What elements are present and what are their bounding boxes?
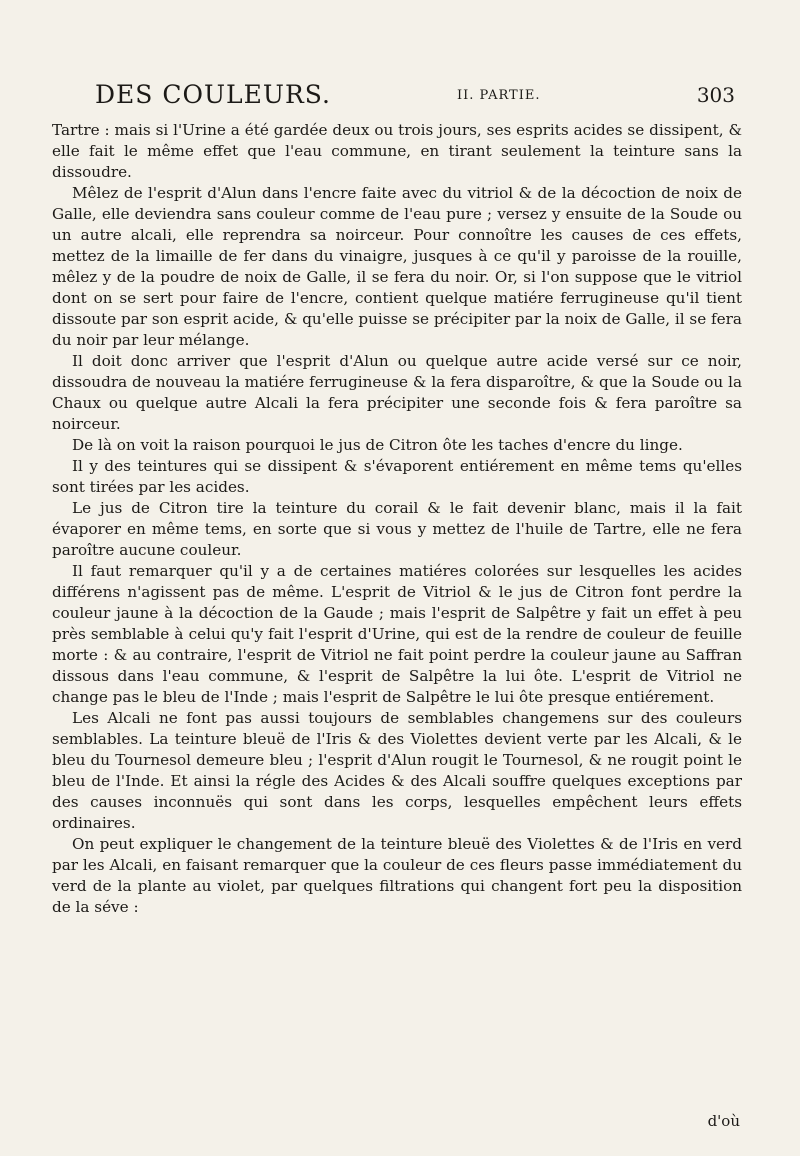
- paragraph: De là on voit la raison pourquoi le jus de Citron ôte les taches d'encre du linge.: [72, 436, 683, 454]
- paragraph: On peut expliquer le changement de la teinture bleuë des Violettes & de l'Iris en verd par les Alcali, en faisant remarquer que la couleur de ces fleurs passe immédiatement du verd de la plante au violet, par quelques filtrations qui changent fort peu la disposition de la séve :: [52, 835, 742, 916]
- paragraph: Le jus de Citron tire la teinture du corail & le fait devenir blanc, mais il la fait évaporer en même tems, en sorte que si vous y mettez de l'huile de Tartre, elle ne fera paroître aucune couleur.: [52, 499, 742, 559]
- paragraph: Il doit donc arriver que l'esprit d'Alun ou quelque autre acide versé sur ce noir, dissoudra de nouveau la matiére ferrugineuse & la fera disparoître, & que la Soude ou la Chaux ou quelque autre Alcali la fera précipiter une seconde fois & fera paroître sa noirceur.: [52, 352, 742, 433]
- running-title: DES COULEURS.: [95, 80, 331, 109]
- part-label: II. PARTIE.: [457, 88, 541, 103]
- page-number: 303: [696, 83, 735, 107]
- running-header: [95, 80, 735, 114]
- paragraph: Il faut remarquer qu'il y a de certaines matiéres colorées sur lesquelles les acides différens n'agissent pas de même. L'esprit de Vitriol & le jus de Citron font perdre la couleur jaune à la décoction de la Gaude ; mais l'esprit de Salpêtre y fait un effet à peu près semblable à celui qu'y fait l'esprit d'Urine, qui est de la rendre de couleur de feuille morte : & au contraire, l'esprit de Vitriol ne fait point perdre la couleur jaune au Saffran dissous dans l'eau commune, & l'esprit de Salpêtre la lui ôte. L'esprit de Vitriol ne change pas le bleu de l'Inde ; mais l'esprit de Salpêtre le lui ôte presque entiérement.: [52, 562, 742, 706]
- paragraph: Mêlez de l'esprit d'Alun dans l'encre faite avec du vitriol & de la décoction de noix de Galle, elle deviendra sans couleur comme de l'eau pure ; versez y ensuite de la Soude ou un autre alcali, elle reprendra sa noirceur. Pour connoître les causes de ces effets, mettez de la limaille de fer dans du vinaigre, jusques à ce qu'il y paroisse de la rouille, mêlez y de la poudre de noix de Galle, il se fera du noir. Or, si l'on suppose que le vitriol dont on se sert pour faire de l'encre, contient quelque matiére ferrugineuse qu'il tient dissoute par son esprit acide, & qu'elle puisse se précipiter par la noix de Galle, il se fera du noir par leur mélange.: [52, 184, 742, 349]
- paragraph: Les Alcali ne font pas aussi toujours de semblables changemens sur des couleurs semblables. La teinture bleuë de l'Iris & des Violettes devient verte par les Alcali, & le bleu du Tournesol demeure bleu ; l'esprit d'Alun rougit le Tournesol, & ne rougit point le bleu de l'Inde. Et ainsi la régle des Acides & des Alcali souffre quelques exceptions par des causes inconnuës qui sont dans les corps, lesquelles empêchent leurs effets ordinaires.: [52, 709, 742, 832]
- paragraph: Tartre : mais si l'Urine a été gardée deux ou trois jours, ses esprits acides se dissipent, & elle fait le même effet que l'eau commune, en tirant seulement la teinture sans la dissoudre.: [52, 121, 742, 181]
- paragraph: Il y des teintures qui se dissipent & s'évaporent entiérement en même tems qu'elles sont tirées par les acides.: [52, 457, 742, 496]
- catchword: d'où: [707, 1112, 740, 1130]
- page-body: [52, 120, 742, 918]
